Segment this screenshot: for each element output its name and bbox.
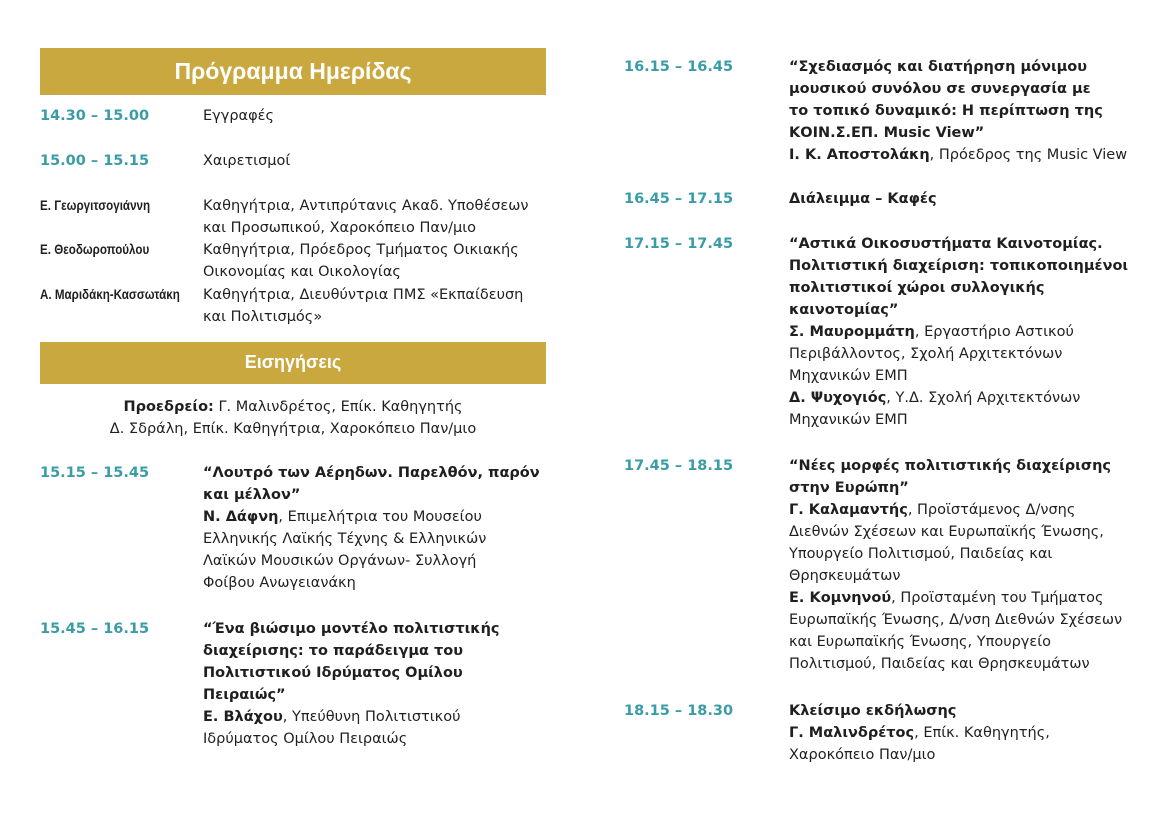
program-title-banner: Πρόγραμμα Ημερίδας bbox=[40, 48, 546, 95]
speaker-affiliation: Λαϊκών Μουσικών Οργάνων- Συλλογή bbox=[203, 553, 477, 569]
talk-title: καινοτομίας” bbox=[789, 302, 899, 318]
speaker-name: Γ. Μαλινδρέτος bbox=[789, 725, 915, 741]
talk-details bbox=[789, 233, 1149, 431]
speaker-name: Ι. Κ. Αποστολάκη bbox=[789, 147, 930, 163]
greeter-role: Καθηγήτρια, Πρόεδρος Τμήματος Οικιακής Οικονομίας και Οικολογίας bbox=[203, 242, 519, 280]
session-text: Χαιρετισμοί bbox=[203, 153, 291, 169]
time-slot: 15.15 – 15.45 bbox=[40, 465, 150, 481]
time-slot: 18.15 – 18.30 bbox=[624, 703, 734, 719]
speaker-affiliation: Πολιτισμού, Παιδείας και Θρησκευμάτων bbox=[789, 656, 1090, 672]
time-slot: 15.00 – 15.15 bbox=[40, 153, 150, 169]
talk-title: “Λουτρό των Αέρηδων. Παρελθόν, παρόν bbox=[203, 465, 540, 481]
talk-title: Κλείσιμο εκδήλωσης bbox=[789, 703, 957, 719]
time-slot: 16.45 – 17.15 bbox=[624, 191, 734, 207]
talk-title: “Σχεδιασμός και διατήρηση μόνιμου bbox=[789, 59, 1088, 75]
speaker-affiliation: Ελληνικής Λαϊκής Τέχνης & Ελληνικών bbox=[203, 531, 487, 547]
talk-title: “Νέες μορφές πολιτιστικής διαχείρισης bbox=[789, 458, 1112, 474]
talk-title: στην Ευρώπη” bbox=[789, 480, 909, 496]
speaker-name: Ε. Βλάχου bbox=[203, 709, 283, 725]
speaker-affiliation: Θρησκευμάτων bbox=[789, 568, 901, 584]
greeter-role: Καθηγήτρια, Διευθύντρια ΠΜΣ «Εκπαίδευση και Πολιτισμός» bbox=[203, 287, 524, 325]
speaker-name: Δ. Ψυχογιός bbox=[789, 390, 887, 406]
talk-title: Πολιτιστική διαχείριση: τοπικοποιημένοι bbox=[789, 258, 1129, 274]
talk-details bbox=[789, 700, 1149, 766]
time-slot: 14.30 – 15.00 bbox=[40, 108, 150, 124]
time-slot: 17.45 – 18.15 bbox=[624, 458, 734, 474]
chair-label: Προεδρείο: bbox=[123, 399, 214, 415]
chair-line-2: Δ. Σδράλη, Επίκ. Καθηγήτρια, Χαροκόπειο Παν/μιο bbox=[109, 421, 477, 437]
talk-title: “Ένα βιώσιμο μοντέλο πολιτιστικής bbox=[203, 621, 500, 637]
speaker-name: Γ. Καλαμαντής bbox=[789, 502, 908, 518]
speaker-affiliation: Ιδρύματος Ομίλου Πειραιώς bbox=[203, 731, 408, 747]
greeter-name: Ε. Γεωργιτσογιάννη bbox=[40, 198, 151, 213]
speaker-affiliation: Μηχανικών ΕΜΠ bbox=[789, 368, 908, 384]
talk-title: ΚΟΙΝ.Σ.ΕΠ. Music View” bbox=[789, 125, 985, 141]
talk-title: “Αστικά Οικοσυστήματα Καινοτομίας. bbox=[789, 236, 1103, 252]
talk-title: Πολιτιστικού Ιδρύματος Ομίλου bbox=[203, 665, 463, 681]
chair-line-1: Γ. Μαλινδρέτος, Επίκ. Καθηγητής bbox=[218, 399, 463, 415]
speaker-affiliation: , Προϊστάμενος Δ/νσης bbox=[907, 502, 1076, 518]
greeter-name: Ε. Θεοδωροπούλου bbox=[40, 242, 150, 257]
talk-title: μουσικού συνόλου σε συνεργασία με bbox=[789, 81, 1091, 97]
speaker-name: Ν. Δάφνη bbox=[203, 509, 279, 525]
talk-title: διαχείρισης: το παράδειγμα του bbox=[203, 643, 464, 659]
time-slot: 17.15 – 17.45 bbox=[624, 236, 734, 252]
talk-details bbox=[203, 618, 548, 750]
talk-title: Πειραιώς” bbox=[203, 687, 286, 703]
talk-title: το τοπικό δυναμικό: Η περίπτωση της bbox=[789, 103, 1103, 119]
greeter-role: Καθηγήτρια, Αντιπρύτανις Ακαδ. Υποθέσεων και Προσωπικού, Χαροκόπειο Παν/μιο bbox=[203, 198, 529, 236]
speaker-affiliation: , Επιμελήτρια του Μουσείου bbox=[278, 509, 482, 525]
speaker-affiliation: Περιβάλλοντος, Σχολή Αρχιτεκτόνων bbox=[789, 346, 1063, 362]
speaker-affiliation: και Ευρωπαϊκής Ένωσης, Υπουργείο bbox=[789, 634, 1051, 650]
speaker-name: Ε. Κομνηνού bbox=[789, 590, 892, 606]
talk-title: και μέλλον” bbox=[203, 487, 301, 503]
talk-title: πολιτιστικοί χώροι συλλογικής bbox=[789, 280, 1045, 296]
speaker-affiliation: , Επίκ. Καθηγητής, bbox=[914, 725, 1050, 741]
speaker-affiliation: , Πρόεδρος της Music View bbox=[929, 147, 1128, 163]
speaker-affiliation: Χαροκόπειο Παν/μιο bbox=[789, 747, 936, 763]
speaker-affiliation: , Εργαστήριο Αστικού bbox=[914, 324, 1074, 340]
chair-block bbox=[40, 396, 546, 440]
greeter-name: Α. Μαριδάκη-Κασσωτάκη bbox=[40, 287, 180, 302]
talk-details bbox=[789, 455, 1149, 675]
speaker-affiliation: , Υ.Δ. Σχολή Αρχιτεκτόνων bbox=[886, 390, 1081, 406]
time-slot: 16.15 – 16.45 bbox=[624, 59, 734, 75]
time-slot: 15.45 – 16.15 bbox=[40, 621, 150, 637]
speaker-affiliation: Φοίβου Ανωγειανάκη bbox=[203, 575, 356, 591]
speaker-affiliation: , Υπεύθυνη Πολιτιστικού bbox=[282, 709, 461, 725]
talk-details bbox=[203, 462, 548, 594]
talks-title-banner: Εισηγήσεις bbox=[40, 342, 546, 384]
speaker-affiliation: Ευρωπαϊκής Ένωσης, Δ/νση Διεθνών Σχέσεων bbox=[789, 612, 1123, 628]
speaker-affiliation: Διεθνών Σχέσεων και Ευρωπαϊκής Ένωσης, bbox=[789, 524, 1104, 540]
session-text: Διάλειμμα – Καφές bbox=[789, 191, 937, 207]
session-text: Εγγραφές bbox=[203, 108, 274, 124]
speaker-name: Σ. Μαυρομμάτη bbox=[789, 324, 915, 340]
speaker-affiliation: Μηχανικών ΕΜΠ bbox=[789, 412, 908, 428]
talk-details bbox=[789, 56, 1149, 166]
speaker-affiliation: Υπουργείο Πολιτισμού, Παιδείας και bbox=[789, 546, 1053, 562]
speaker-affiliation: , Προϊσταμένη του Τμήματος bbox=[891, 590, 1104, 606]
